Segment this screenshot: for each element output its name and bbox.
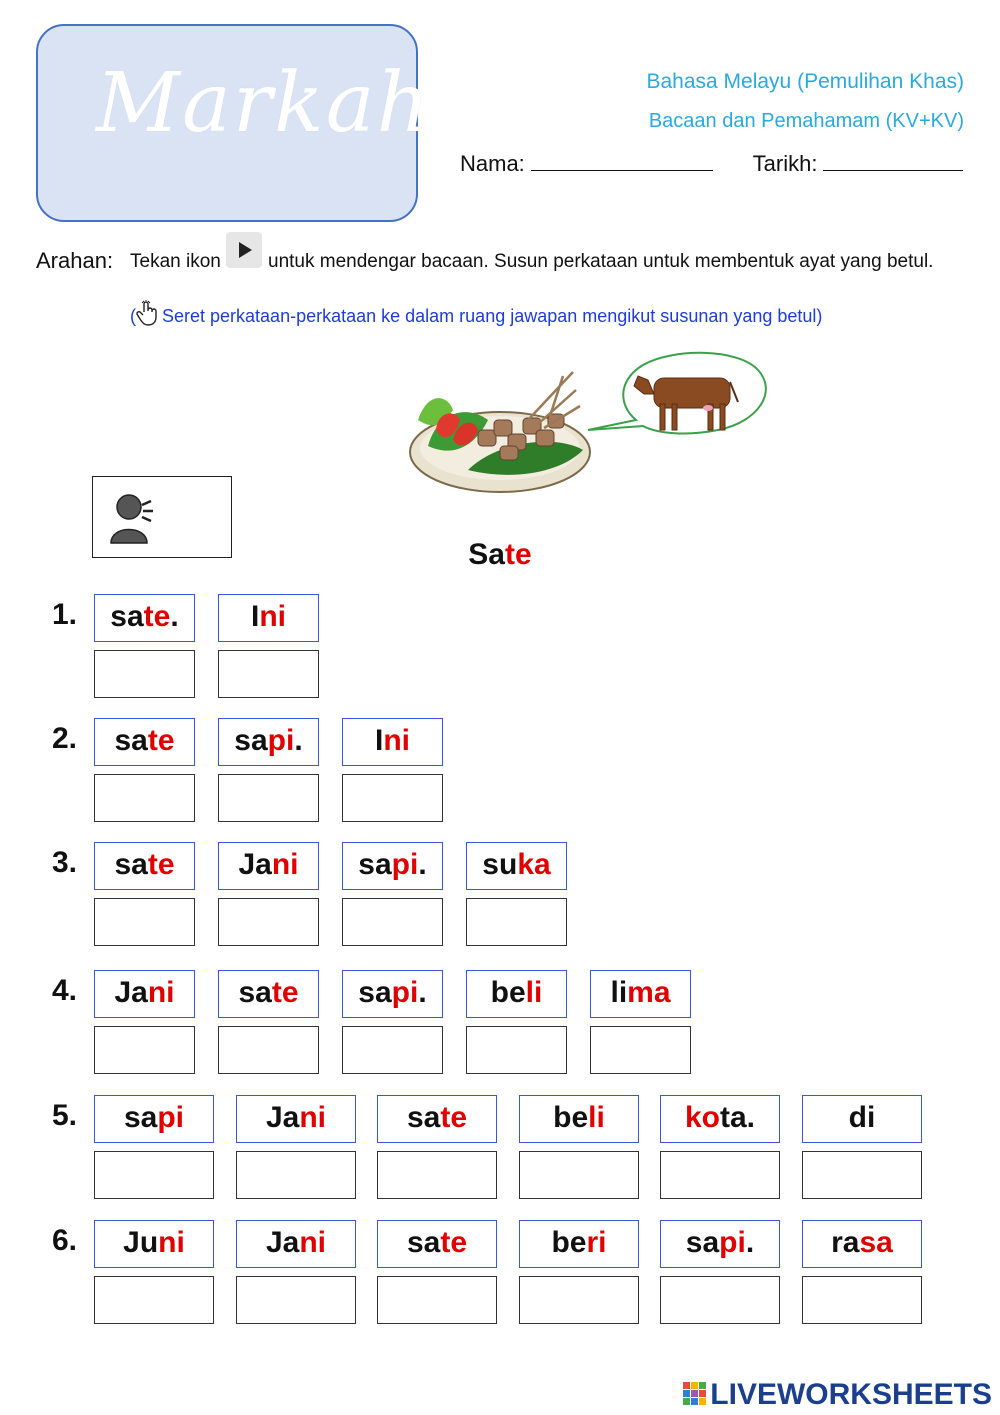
answer-drop-slot[interactable] bbox=[519, 1276, 639, 1324]
liveworksheets-text: LIVEWORKSHEETS bbox=[710, 1378, 992, 1411]
answer-drop-slot[interactable] bbox=[218, 774, 319, 822]
answer-drop-slot[interactable] bbox=[802, 1151, 922, 1199]
answer-drop-slot[interactable] bbox=[94, 1276, 214, 1324]
answer-drop-slot[interactable] bbox=[94, 1151, 214, 1199]
play-icon bbox=[226, 232, 262, 268]
draggable-word[interactable] bbox=[377, 1220, 497, 1268]
answer-drop-slot[interactable] bbox=[342, 774, 443, 822]
black-syllable: sa bbox=[358, 976, 392, 1009]
black-syllable: . bbox=[170, 600, 179, 633]
question-number: 2. bbox=[52, 722, 78, 755]
markah-box bbox=[36, 24, 432, 222]
black-syllable: Ja bbox=[238, 848, 272, 881]
question-number: 3. bbox=[52, 846, 78, 879]
red-syllable: ko bbox=[684, 1101, 720, 1134]
answer-drop-slot[interactable] bbox=[466, 898, 567, 946]
black-syllable: . bbox=[418, 848, 427, 881]
draggable-word[interactable] bbox=[466, 970, 567, 1018]
name-date-line bbox=[460, 150, 969, 177]
black-syllable: sa bbox=[114, 724, 148, 757]
black-syllable: ta. bbox=[720, 1101, 756, 1134]
red-syllable: ri bbox=[586, 1226, 607, 1259]
answer-drop-slot[interactable] bbox=[236, 1276, 356, 1324]
draggable-word[interactable] bbox=[377, 1095, 497, 1143]
black-syllable: di bbox=[848, 1101, 876, 1134]
draggable-word[interactable] bbox=[342, 970, 443, 1018]
black-syllable: . bbox=[418, 976, 427, 1009]
answer-drop-slot[interactable] bbox=[590, 1026, 691, 1074]
draggable-word[interactable] bbox=[94, 842, 195, 890]
red-syllable: te bbox=[271, 976, 299, 1009]
answer-drop-slot[interactable] bbox=[802, 1276, 922, 1324]
black-syllable: . bbox=[745, 1226, 755, 1259]
speaking-person-icon bbox=[109, 489, 155, 545]
draggable-word[interactable] bbox=[342, 842, 443, 890]
black-syllable: su bbox=[482, 848, 518, 881]
answer-drop-slot[interactable] bbox=[94, 1026, 195, 1074]
answer-drop-slot[interactable] bbox=[94, 650, 195, 698]
red-syllable: pi bbox=[391, 976, 419, 1009]
answer-drop-slot[interactable] bbox=[466, 1026, 567, 1074]
topic-title: Bacaan dan Pemahamam (KV+KV) bbox=[648, 110, 964, 132]
tarikh-input[interactable] bbox=[823, 150, 963, 171]
nama-input[interactable] bbox=[531, 150, 713, 171]
black-syllable: I bbox=[374, 724, 384, 757]
answer-drop-slot[interactable] bbox=[342, 1026, 443, 1074]
black-syllable: sa bbox=[110, 600, 144, 633]
red-syllable: ni bbox=[147, 976, 175, 1009]
red-syllable: ni bbox=[259, 600, 286, 633]
black-syllable: be bbox=[551, 1226, 587, 1259]
answer-drop-slot[interactable] bbox=[377, 1151, 497, 1199]
draggable-word[interactable] bbox=[94, 1220, 214, 1268]
question-number: 6. bbox=[52, 1224, 78, 1257]
red-syllable: te bbox=[440, 1101, 468, 1134]
markah-label: Markah bbox=[96, 56, 432, 151]
red-syllable: pi bbox=[157, 1101, 185, 1134]
title-word-text bbox=[468, 538, 531, 572]
red-syllable: ma bbox=[627, 976, 671, 1009]
instruction-text-after: untuk mendengar bacaan. Susun perkataan untuk membentuk ayat yang betul. bbox=[268, 251, 934, 272]
answer-drop-slot[interactable] bbox=[342, 898, 443, 946]
black-syllable: Ja bbox=[265, 1226, 300, 1259]
red-syllable: te bbox=[440, 1226, 468, 1259]
red-syllable: li bbox=[588, 1101, 605, 1134]
liveworksheets-logo bbox=[683, 1378, 992, 1412]
red-syllable: pi bbox=[267, 724, 295, 757]
answer-drop-slot[interactable] bbox=[94, 774, 195, 822]
black-syllable: Ju bbox=[123, 1226, 159, 1259]
draggable-word[interactable] bbox=[94, 1095, 214, 1143]
hand-pointer-icon bbox=[136, 300, 160, 326]
black-syllable: Ja bbox=[114, 976, 148, 1009]
draggable-word[interactable] bbox=[218, 718, 319, 766]
black-syllable: Ja bbox=[265, 1101, 300, 1134]
sate-cow-illustration bbox=[408, 350, 770, 500]
draggable-word[interactable] bbox=[342, 718, 443, 766]
draggable-word[interactable] bbox=[802, 1220, 922, 1268]
draggable-word[interactable] bbox=[94, 970, 195, 1018]
nama-label: Nama: bbox=[460, 151, 525, 176]
subject-title: Bahasa Melayu (Pemulihan Khas) bbox=[646, 70, 964, 93]
title-word bbox=[0, 538, 1000, 572]
black-syllable: sa bbox=[406, 1226, 441, 1259]
question-number: 5. bbox=[52, 1099, 78, 1132]
question-number: 4. bbox=[52, 974, 78, 1007]
black-syllable: sa bbox=[685, 1226, 720, 1259]
red-syllable: te bbox=[143, 600, 171, 633]
red-syllable: te bbox=[505, 538, 532, 571]
black-syllable: . bbox=[294, 724, 303, 757]
tarikh-label: Tarikh: bbox=[752, 151, 818, 176]
red-syllable: ni bbox=[299, 1101, 327, 1134]
instruction-text-before: Tekan ikon bbox=[130, 251, 221, 272]
red-syllable: ni bbox=[158, 1226, 185, 1259]
draggable-word[interactable] bbox=[466, 842, 567, 890]
red-syllable: li bbox=[525, 976, 543, 1009]
draggable-word[interactable] bbox=[660, 1220, 780, 1268]
liveworksheets-grid-icon bbox=[683, 1382, 707, 1406]
black-syllable: sa bbox=[123, 1101, 158, 1134]
answer-drop-slot[interactable] bbox=[218, 898, 319, 946]
answer-drop-slot[interactable] bbox=[218, 1026, 319, 1074]
black-syllable: sa bbox=[406, 1101, 441, 1134]
arahan-label: Arahan: bbox=[36, 248, 114, 273]
red-syllable: te bbox=[147, 724, 175, 757]
red-syllable: ni bbox=[271, 848, 299, 881]
black-syllable: be bbox=[490, 976, 526, 1009]
black-syllable: sa bbox=[238, 976, 272, 1009]
red-syllable: ni bbox=[383, 724, 410, 757]
draggable-word[interactable] bbox=[218, 970, 319, 1018]
answer-drop-slot[interactable] bbox=[519, 1151, 639, 1199]
draggable-word[interactable] bbox=[94, 718, 195, 766]
draggable-word[interactable] bbox=[94, 594, 195, 642]
black-syllable: sa bbox=[114, 848, 148, 881]
draggable-word[interactable] bbox=[660, 1095, 780, 1143]
red-syllable: sa bbox=[859, 1226, 893, 1259]
red-syllable: ka bbox=[517, 848, 551, 881]
black-syllable: I bbox=[250, 600, 260, 633]
answer-drop-slot[interactable] bbox=[218, 650, 319, 698]
question-number: 1. bbox=[52, 598, 78, 631]
draggable-word[interactable] bbox=[236, 1095, 356, 1143]
draggable-word[interactable] bbox=[519, 1095, 639, 1143]
draggable-word[interactable] bbox=[218, 842, 319, 890]
black-syllable: li bbox=[610, 976, 628, 1009]
answer-drop-slot[interactable] bbox=[94, 898, 195, 946]
red-syllable: pi bbox=[719, 1226, 746, 1259]
answer-drop-slot[interactable] bbox=[660, 1151, 780, 1199]
black-syllable: ra bbox=[831, 1226, 860, 1259]
draggable-word[interactable] bbox=[802, 1095, 922, 1143]
draggable-word[interactable] bbox=[218, 594, 319, 642]
draggable-word[interactable] bbox=[519, 1220, 639, 1268]
black-syllable: Sa bbox=[468, 538, 505, 571]
black-syllable: sa bbox=[358, 848, 392, 881]
red-syllable: ni bbox=[299, 1226, 327, 1259]
black-syllable: be bbox=[553, 1101, 589, 1134]
drag-instruction-text: Seret perkataan-perkataan ke dalam ruang jawapan mengikut susunan yang betul) bbox=[162, 306, 823, 326]
answer-drop-slot[interactable] bbox=[660, 1276, 780, 1324]
answer-drop-slot[interactable] bbox=[377, 1276, 497, 1324]
draggable-word[interactable] bbox=[590, 970, 691, 1018]
answer-drop-slot[interactable] bbox=[236, 1151, 356, 1199]
black-syllable: sa bbox=[234, 724, 268, 757]
drag-instruction: ( Seret perkataan-perkataan ke dalam ruang jawapan mengikut susunan yang betul) bbox=[130, 300, 822, 327]
red-syllable: pi bbox=[391, 848, 419, 881]
red-syllable: te bbox=[147, 848, 175, 881]
draggable-word[interactable] bbox=[236, 1220, 356, 1268]
